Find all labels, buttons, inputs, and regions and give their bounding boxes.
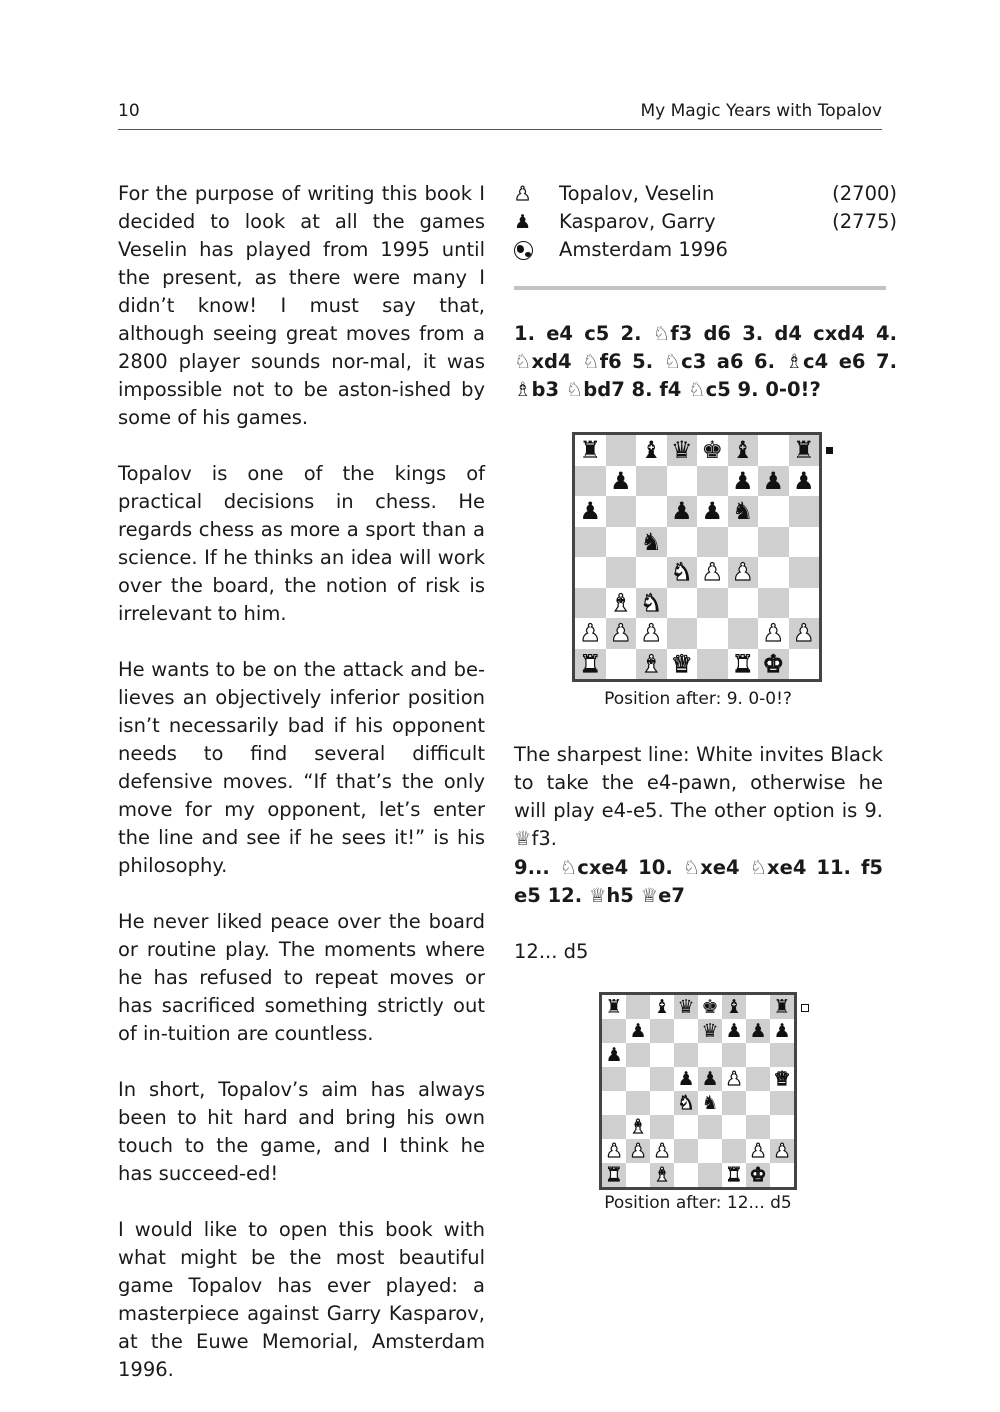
board-square <box>758 527 789 558</box>
diagram-caption-1: Position after: 9. 0-0!? <box>604 689 792 709</box>
board-square <box>626 1091 650 1115</box>
white-rook-icon: ♜ <box>575 649 606 680</box>
board-square <box>728 618 759 649</box>
board-square <box>758 588 789 619</box>
white-pawn-icon: ♟ <box>575 618 606 649</box>
paragraph: Topalov is one of the kings of practical decisions in chess. He regards chess as more a sport than a science. If he thinks an idea will work over the board, the notion of risk is irrelevant to him. <box>118 462 485 625</box>
white-pawn-icon: ♟ <box>697 557 728 588</box>
white-bishop-icon: ♝ <box>650 1163 674 1187</box>
black-pawn-icon: ♟ <box>602 1043 626 1067</box>
black-pawn-icon: ♟ <box>728 466 759 497</box>
board-square <box>697 466 728 497</box>
white-player-name: Topalov, Veselin <box>559 182 715 205</box>
board-square <box>722 1043 746 1067</box>
black-bishop-icon: ♝ <box>636 435 667 466</box>
side-to-move-marker <box>826 447 833 454</box>
white-pawn-icon: ♟ <box>514 183 532 205</box>
black-king-icon: ♚ <box>698 995 722 1019</box>
white-king-icon: ♚ <box>746 1163 770 1187</box>
board-square <box>746 1115 770 1139</box>
black-pawn-icon: ♟ <box>674 1067 698 1091</box>
black-pawn-icon: ♟ <box>789 466 820 497</box>
board-square <box>698 1115 722 1139</box>
white-pawn-icon: ♟ <box>602 1139 626 1163</box>
black-pawn-icon: ♟ <box>626 1019 650 1043</box>
white-rook-icon: ♜ <box>728 649 759 680</box>
board-square <box>789 649 820 680</box>
board-square <box>636 496 667 527</box>
commentary-2: 12... d5 <box>514 940 589 963</box>
black-rook-icon: ♜ <box>789 435 820 466</box>
moves-block-2: 9... ♘cxe4 10. ♘xe4 ♘xe4 11. f5 e5 12. ♕h5 ♕e7 <box>514 856 883 907</box>
board-square <box>697 649 728 680</box>
board-square <box>770 1043 794 1067</box>
black-rook-icon: ♜ <box>770 995 794 1019</box>
white-king-icon: ♚ <box>758 649 789 680</box>
black-pawn-icon: ♟ <box>697 496 728 527</box>
board-square <box>758 435 789 466</box>
black-knight-icon: ♞ <box>698 1091 722 1115</box>
black-queen-icon: ♛ <box>698 1019 722 1043</box>
board-square <box>674 1019 698 1043</box>
board-square <box>722 1139 746 1163</box>
board-square <box>746 1043 770 1067</box>
white-bishop-icon: ♝ <box>636 649 667 680</box>
board-square <box>602 1067 626 1091</box>
board-square <box>722 1115 746 1139</box>
board-square <box>698 1139 722 1163</box>
white-pawn-icon: ♟ <box>746 1139 770 1163</box>
board-square <box>758 496 789 527</box>
board-square <box>602 1019 626 1043</box>
black-pawn-icon: ♟ <box>698 1067 722 1091</box>
black-pawn-icon: ♟ <box>770 1019 794 1043</box>
board-square <box>626 1043 650 1067</box>
board-square <box>606 527 637 558</box>
paragraph: I would like to open this book with what might be the most beautiful game Topalov has ever played: a masterpiece against Garry Kasparov, at the Euwe Memorial, Amsterdam 1996. <box>118 1218 485 1381</box>
board-square <box>650 1115 674 1139</box>
board-square <box>698 1043 722 1067</box>
black-knight-icon: ♞ <box>636 527 667 558</box>
black-player-row <box>514 208 897 236</box>
black-king-icon: ♚ <box>697 435 728 466</box>
white-player-rating: (2700) <box>832 182 897 205</box>
chessboard <box>572 432 822 682</box>
white-queen-icon: ♛ <box>770 1067 794 1091</box>
white-pawn-icon: ♟ <box>770 1139 794 1163</box>
event-name: Amsterdam 1996 <box>559 238 728 261</box>
board-square <box>575 527 606 558</box>
diagram-caption-2: Position after: 12... d5 <box>604 1193 792 1213</box>
board-square <box>789 588 820 619</box>
board-square <box>650 1043 674 1067</box>
board-square <box>606 649 637 680</box>
white-knight-icon: ♞ <box>636 588 667 619</box>
right-column <box>514 180 897 404</box>
board-square <box>697 527 728 558</box>
board-square <box>674 1115 698 1139</box>
white-pawn-icon: ♟ <box>758 618 789 649</box>
white-pawn-icon: ♟ <box>626 1139 650 1163</box>
black-rook-icon: ♜ <box>602 995 626 1019</box>
black-pawn-icon: ♟ <box>667 496 698 527</box>
game-header <box>514 180 897 264</box>
board-square <box>770 1091 794 1115</box>
board-square <box>626 995 650 1019</box>
chessboard <box>599 992 797 1190</box>
page-header <box>118 101 882 130</box>
paragraph: In short, Topalov’s aim has always been to hit hard and bring his own touch to the game, and I think he has succeed-ed! <box>118 1078 485 1185</box>
board-square <box>650 1019 674 1043</box>
paragraph: He wants to be on the attack and be-lieves an objectively inferior position isn’t necessarily bad if his opponent needs to find several difficult defensive moves. “If that’s the only move for my opponent, let’s enter the line and see if he sees it!” is his philosophy. <box>118 658 485 877</box>
black-queen-icon: ♛ <box>667 435 698 466</box>
paragraph: For the purpose of writing this book I decided to look at all the games Veselin has played from 1995 until the present, as there were many I didn’t know! I must say that, although seeing great moves from a 2800 player sounds nor-mal, it was impossible not to be aston-ished by some of his games. <box>118 182 485 429</box>
board-square <box>789 527 820 558</box>
board-square <box>602 1091 626 1115</box>
page-number: 10 <box>118 101 140 121</box>
globe-icon <box>514 241 533 260</box>
black-bishop-icon: ♝ <box>722 995 746 1019</box>
board-square <box>674 1043 698 1067</box>
board-square <box>746 1091 770 1115</box>
board-square <box>722 1091 746 1115</box>
white-rook-icon: ♜ <box>602 1163 626 1187</box>
board-square <box>746 995 770 1019</box>
board-square <box>602 1115 626 1139</box>
divider <box>514 286 886 290</box>
board-square <box>674 1139 698 1163</box>
board-square <box>728 527 759 558</box>
board-square <box>575 466 606 497</box>
black-pawn-icon: ♟ <box>575 496 606 527</box>
black-pawn-icon: ♟ <box>722 1019 746 1043</box>
side-to-move-marker <box>801 1004 809 1012</box>
board-square <box>728 588 759 619</box>
white-knight-icon: ♞ <box>667 557 698 588</box>
white-queen-icon: ♛ <box>667 649 698 680</box>
white-pawn-icon: ♟ <box>636 618 667 649</box>
board-square <box>626 1067 650 1091</box>
black-bishop-icon: ♝ <box>650 995 674 1019</box>
board-square <box>770 1163 794 1187</box>
black-bishop-icon: ♝ <box>728 435 759 466</box>
black-knight-icon: ♞ <box>728 496 759 527</box>
board-square <box>606 435 637 466</box>
black-player-name: Kasparov, Garry <box>559 210 716 233</box>
board-square <box>606 496 637 527</box>
board-square <box>667 588 698 619</box>
board-square <box>697 618 728 649</box>
white-pawn-icon: ♟ <box>789 618 820 649</box>
board-square <box>697 588 728 619</box>
white-bishop-icon: ♝ <box>606 588 637 619</box>
black-queen-icon: ♛ <box>674 995 698 1019</box>
board-square <box>606 557 637 588</box>
white-pawn-icon: ♟ <box>650 1139 674 1163</box>
white-player-row <box>514 180 897 208</box>
white-bishop-icon: ♝ <box>626 1115 650 1139</box>
paragraph: He never liked peace over the board or routine play. The moments where he has refused to repeat moves or has sacrificed something strictly out of in-tuition are countless. <box>118 910 485 1045</box>
moves-block-1: 1. e4 c5 2. ♘f3 d6 3. d4 cxd4 4. ♘xd4 ♘f6 5. ♘c3 a6 6. ♗c4 e6 7. ♗b3 ♘bd7 8. f4 ♘c5 9. 0-0!? <box>514 322 897 401</box>
board-square <box>770 1115 794 1139</box>
board-square <box>650 1091 674 1115</box>
black-player-rating: (2775) <box>832 210 897 233</box>
board-square <box>667 527 698 558</box>
board-square <box>674 1163 698 1187</box>
black-pawn-icon: ♟ <box>746 1019 770 1043</box>
black-rook-icon: ♜ <box>575 435 606 466</box>
white-knight-icon: ♞ <box>674 1091 698 1115</box>
black-pawn-icon: ♟ <box>514 211 532 233</box>
board-square <box>636 466 667 497</box>
board-square <box>650 1067 674 1091</box>
board-square <box>746 1067 770 1091</box>
white-pawn-icon: ♟ <box>722 1067 746 1091</box>
board-square <box>789 557 820 588</box>
white-pawn-icon: ♟ <box>606 618 637 649</box>
event-row <box>514 236 897 264</box>
running-title: My Magic Years with Topalov <box>640 101 882 121</box>
board-square <box>636 557 667 588</box>
board-square <box>626 1163 650 1187</box>
left-column <box>118 180 485 1412</box>
black-pawn-icon: ♟ <box>606 466 637 497</box>
board-square <box>698 1163 722 1187</box>
white-pawn-icon: ♟ <box>728 557 759 588</box>
board-square <box>575 557 606 588</box>
commentary-1: The sharpest line: White invites Black to take the e4-pawn, otherwise he will play e4-e5. The other option is 9. ♕f3. <box>514 743 883 850</box>
white-rook-icon: ♜ <box>722 1163 746 1187</box>
board-square <box>789 496 820 527</box>
board-square <box>758 557 789 588</box>
black-pawn-icon: ♟ <box>758 466 789 497</box>
board-square <box>667 466 698 497</box>
board-square <box>667 618 698 649</box>
board-square <box>575 588 606 619</box>
